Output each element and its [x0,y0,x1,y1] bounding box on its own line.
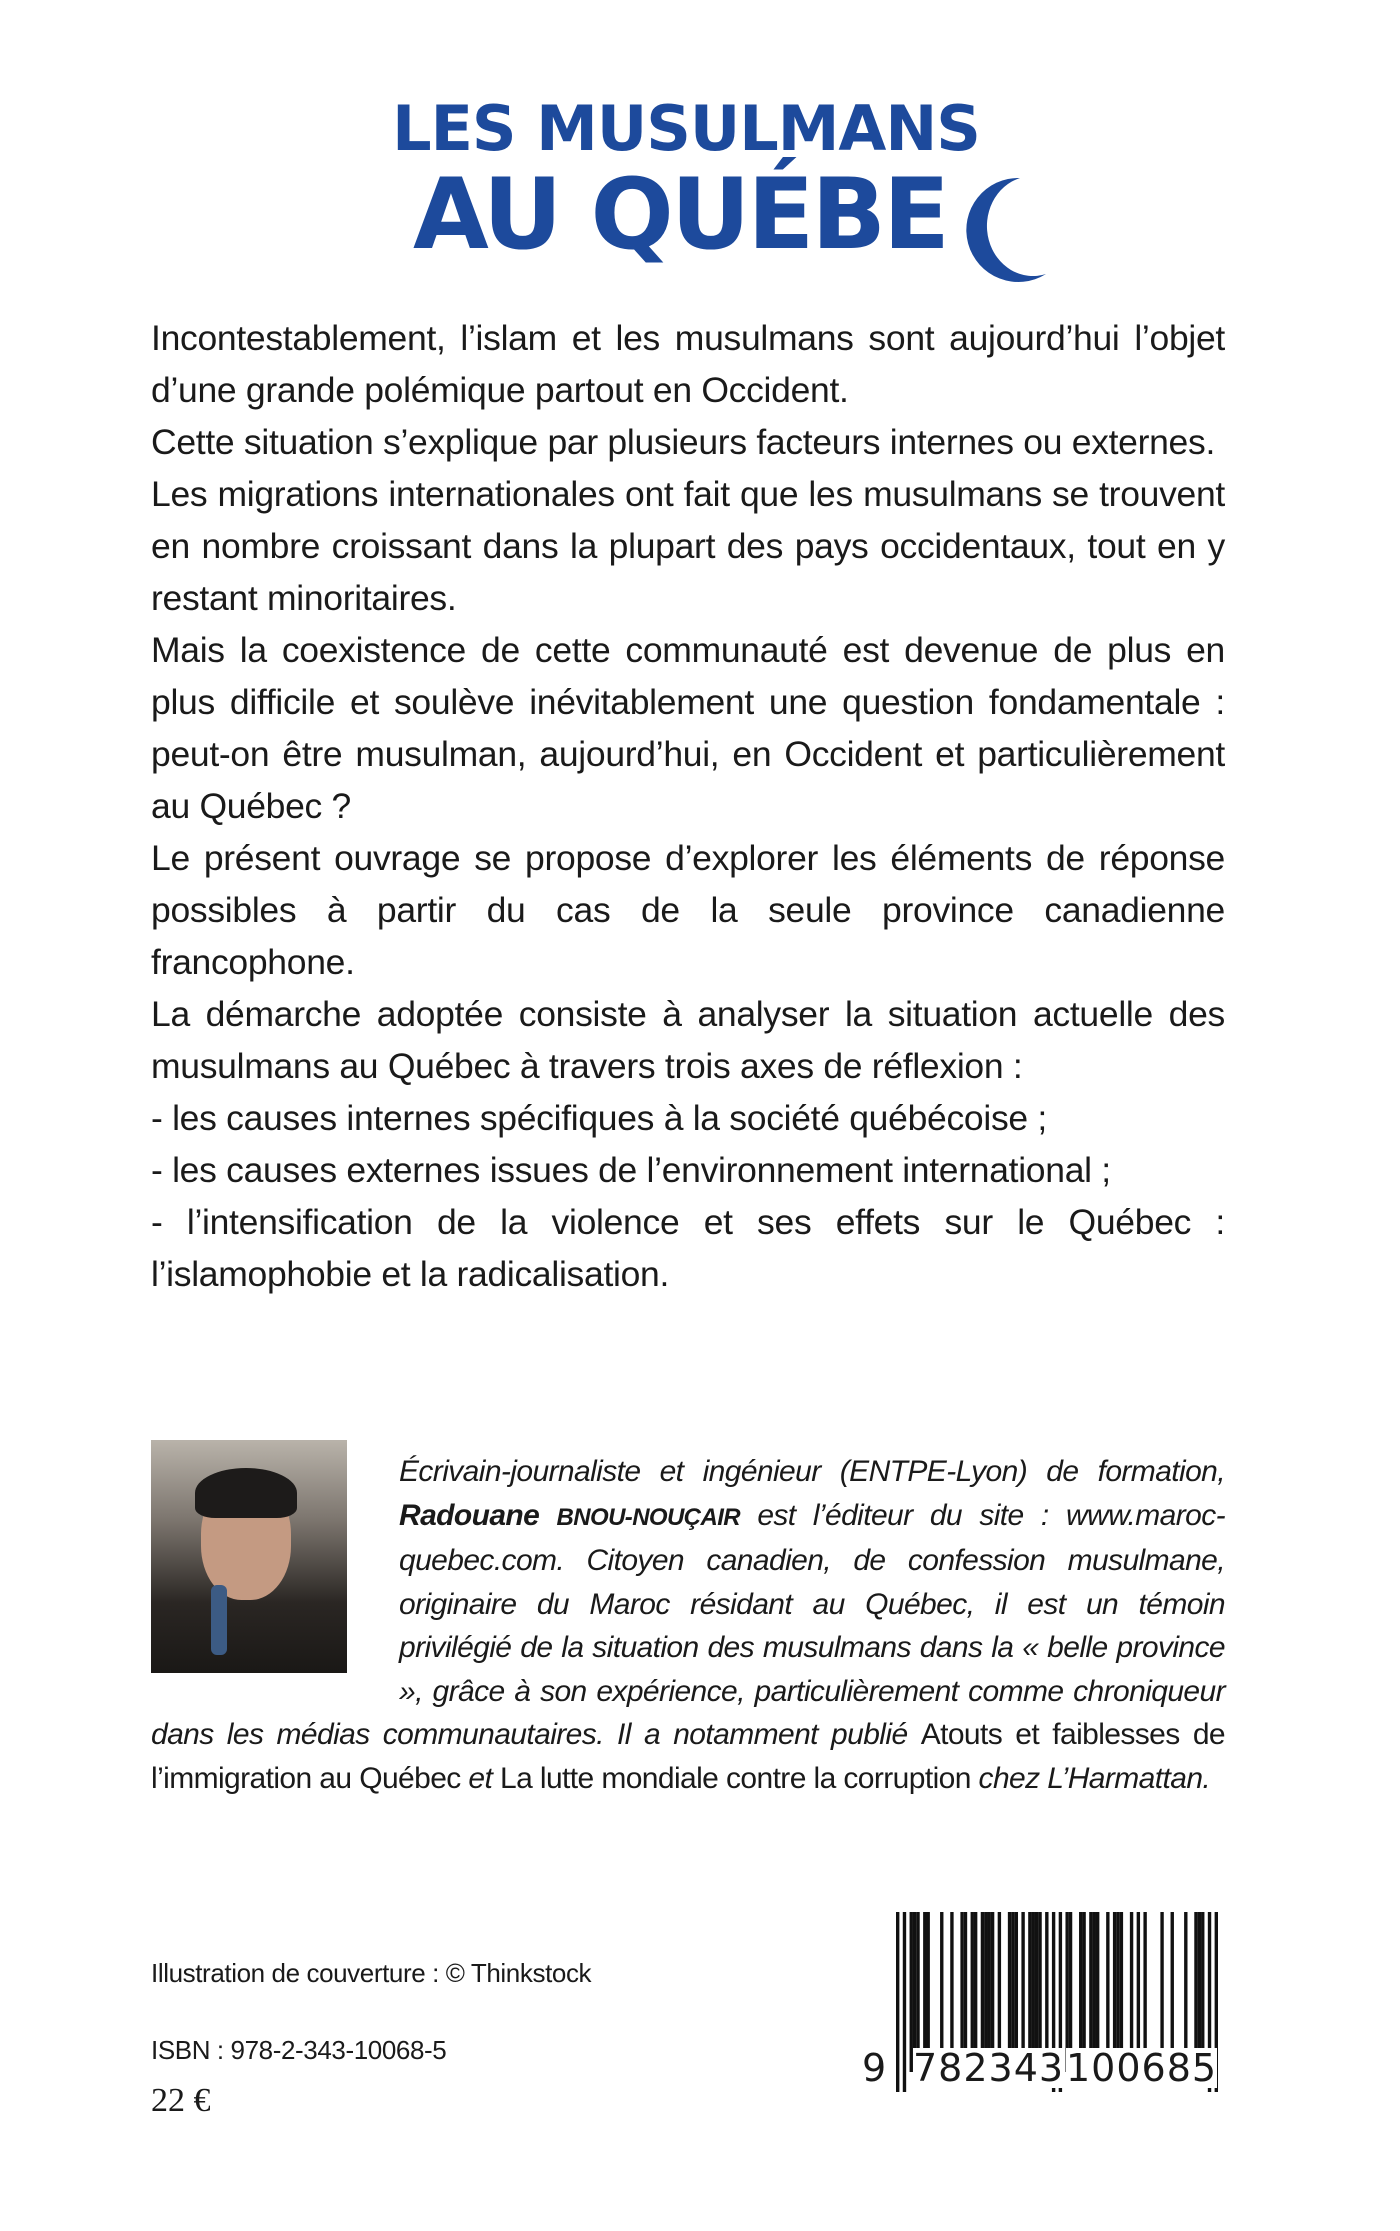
price: 22 € [151,2082,211,2119]
bio-text: Écrivain-journaliste et ingénieur (ENTPE-Lyon) de formation, [399,1455,1225,1488]
barcode-bar [903,1912,906,2092]
bio-text: et [460,1761,500,1795]
barcode-bar [896,1912,899,2092]
bio-text: chez L’Harmattan. [970,1761,1211,1795]
barcode-right-digits: 100685 [1066,2046,1218,2090]
cover-illustration-credit: Illustration de couverture : © Thinkstock [151,1958,592,1988]
barcode-first-digit: 9 [862,2046,888,2090]
author-bio [151,1450,1225,1800]
book-title-line-2: AU QUÉBE [413,158,947,272]
blurb-paragraph: La démarche adoptée consiste à analyser la situation actuelle des musulmans au Québec à travers trois axes de réflexion : [151,994,1225,1086]
barcode-left-digits: 782343 [913,2046,1065,2090]
blurb-paragraph: Le présent ouvrage se propose d’explorer les éléments de réponse possibles à partir du cas de la seule province canadienne francophone. [151,838,1225,982]
author-name: Radouane BNOU-NOUÇAIR [399,1498,740,1532]
blurb-paragraph: Cette situation s’explique par plusieurs facteurs internes ou externes. [151,422,1216,462]
book-title: La lutte mondiale contre la corruption [499,1761,971,1795]
isbn: ISBN : 978-2-343-10068-5 [151,2035,447,2065]
blurb-paragraph: Mais la coexistence de cette communauté est devenue de plus en plus difficile et soulève inévitablement une question fondamentale : peut-on être musulman, aujourd’hui, en Occident et particulièrement au Québec ? [151,630,1225,826]
blurb-paragraph: Les migrations internationales ont fait que les musulmans se trouvent en nombre croissant dans la plupart des pays occidentaux, tout en y restant minoritaires. [151,474,1225,618]
bio-text: est l’éditeur du site : www.maroc-quebec.com. Citoyen canadien, de confession musulmane, originaire du Maroc résidant au Québec, il est un témoin privilégié de la situation des musulmans dans la « belle province », grâce à son expérience, particulièrement comme chroniqueur dans les médias communautaires. Il a notamment publié [151,1498,1225,1751]
blurb-list-item: - l’intensification de la violence et ses effets sur le Québec : l’islamophobie et la radicalisation. [151,1202,1225,1294]
book-title-line-1: LES MUSULMANS [392,92,980,165]
book-title: Atouts et faiblesses de l’immigration au Québec [151,1718,1225,1795]
blurb-list-item: - les causes internes spécifiques à la société québécoise ; [151,1098,1047,1138]
crescent-moon-icon [950,174,1050,284]
blurb-paragraph: Incontestablement, l’islam et les musulmans sont aujourd’hui l’objet d’une grande polémique partout en Occident. [151,318,1225,410]
blurb-list-item: - les causes externes issues de l’environnement international ; [151,1150,1111,1190]
back-cover-blurb [151,312,1225,1300]
